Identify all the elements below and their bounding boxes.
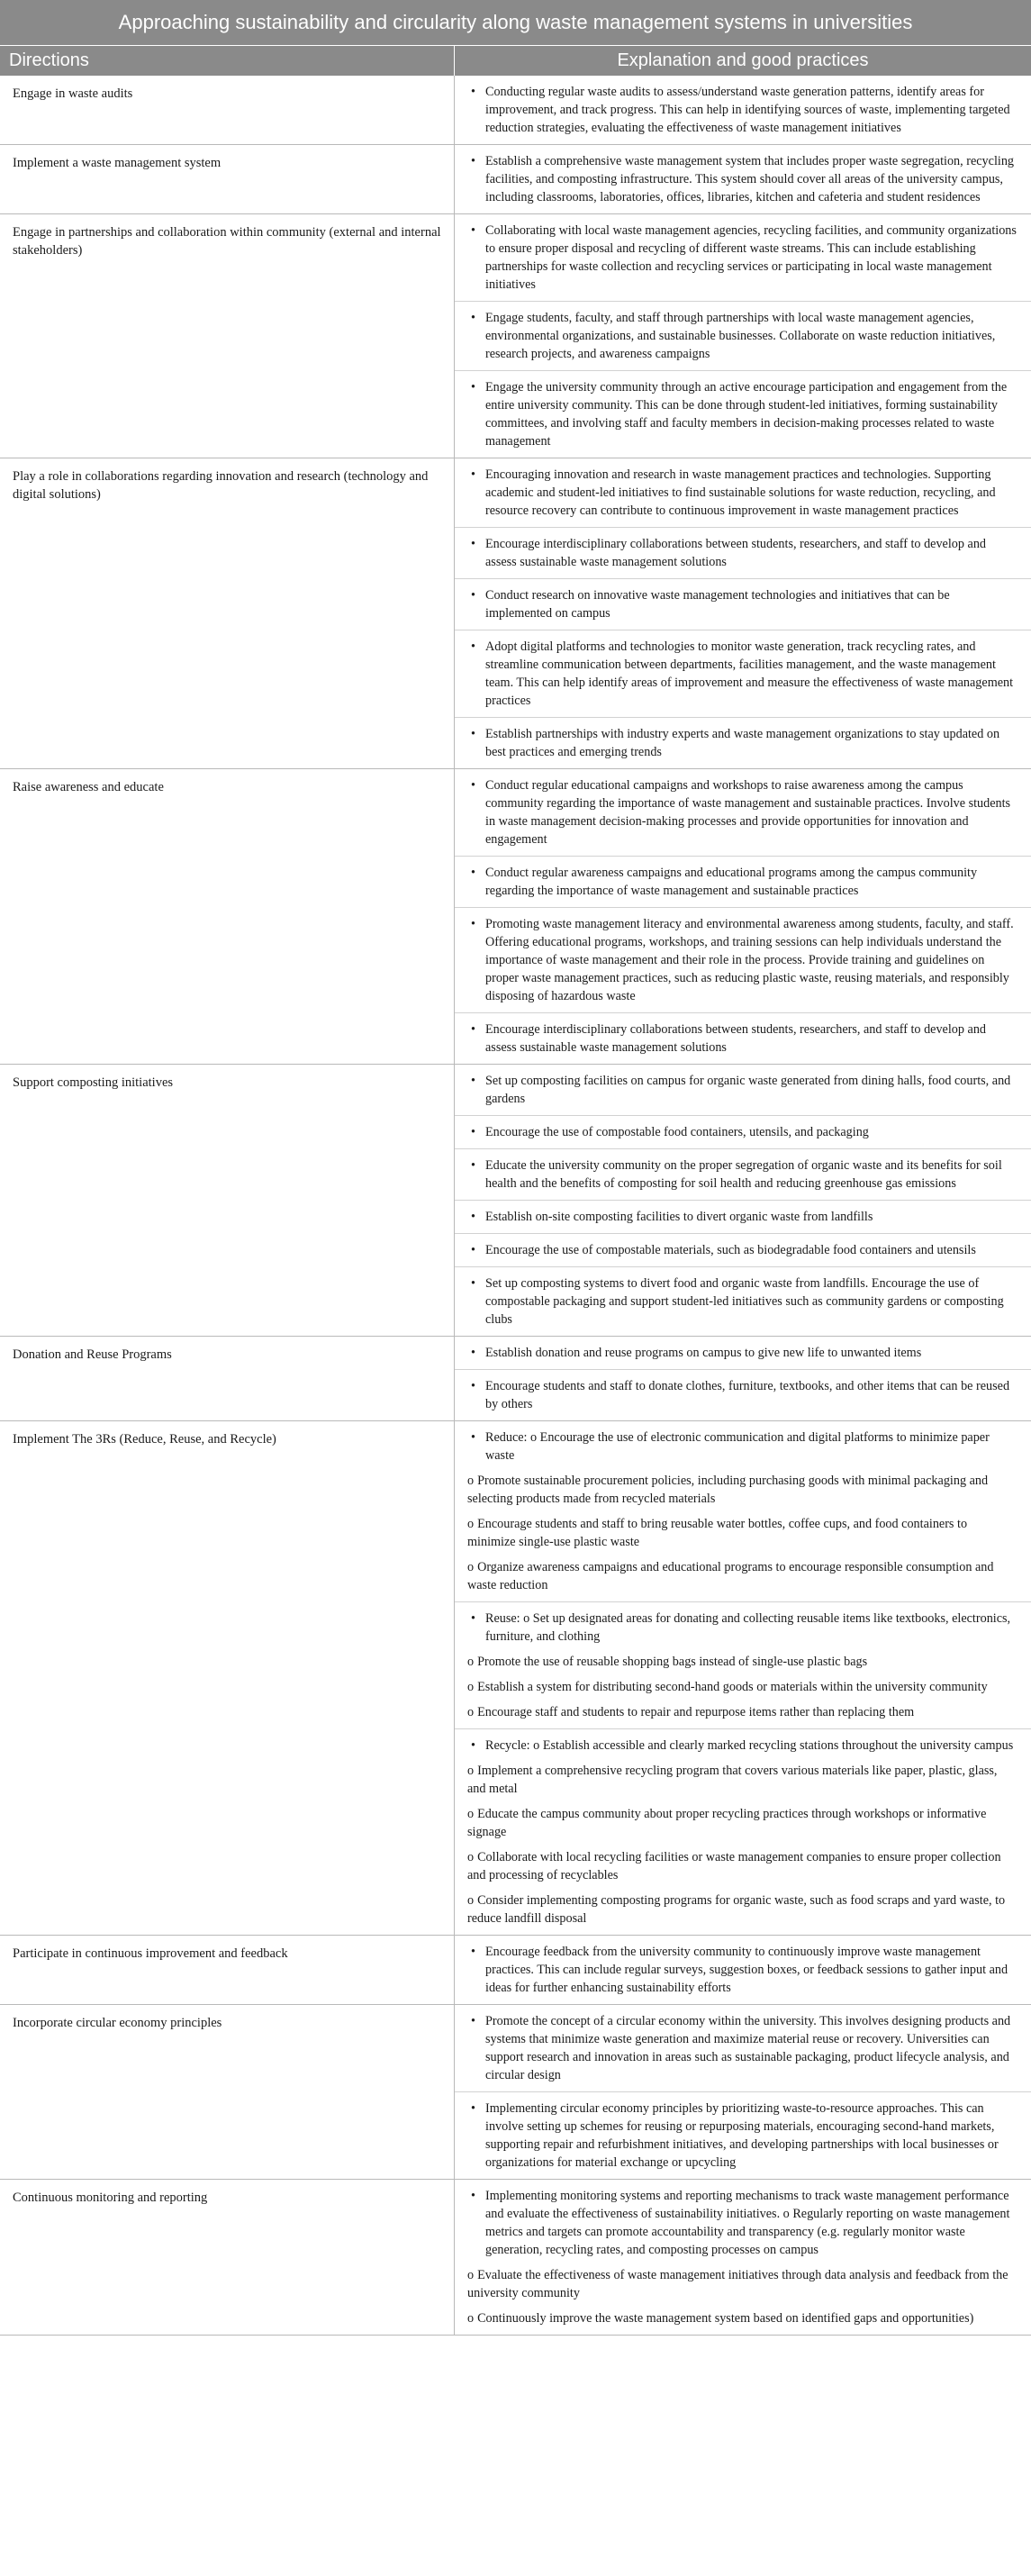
practice-text: Recycle: o Establish accessible and clearly marked recycling stations throughout the university campus: [485, 1738, 1014, 1753]
explanation-cell: [455, 1065, 1031, 1336]
table-body: [0, 76, 1031, 2336]
practice-text: Educate the university community on the proper segregation of organic waste and its benefits for soil health and the benefits of composting for soil health and reducing greenhouse gas emissions: [485, 1158, 1002, 1191]
bullet-marker: •: [471, 639, 475, 654]
practice-group: [455, 2180, 1031, 2335]
practice-text: Encourage interdisciplinary collaborations between students, researchers, and staff to develop and assess sustainable waste management solutions: [485, 1022, 987, 1055]
bullet-marker: •: [471, 2014, 475, 2028]
bullet-item: [467, 1274, 1018, 1329]
direction-cell: Engage in partnerships and collaboration within community (external and internal stakeholders): [0, 214, 455, 458]
direction-cell: Incorporate circular economy principles: [0, 2005, 455, 2179]
direction-cell: Donation and Reuse Programs: [0, 1337, 455, 1420]
practice-text: Conducting regular waste audits to assess/understand waste generation patterns, identify areas for improvement, and track progress. This can help in identifying sources of waste, implementing targeted reduction strategies, evaluating the effectiveness of waste management initiatives: [485, 85, 1010, 135]
table-row: [0, 769, 1031, 1065]
bullet-item: [467, 2100, 1018, 2172]
direction-cell: Support composting initiatives: [0, 1065, 455, 1336]
practice-text: Encourage staff and students to repair and repurpose items rather than replacing them: [477, 1705, 915, 1719]
bullet-item: [467, 1737, 1018, 1755]
bullet-marker: •: [471, 1074, 475, 1088]
sub-bullet-item: [467, 2266, 1018, 2302]
bullet-item: [467, 1377, 1018, 1413]
practice-group: [455, 214, 1031, 302]
bullet-marker: •: [471, 85, 475, 99]
bullet-item: [467, 535, 1018, 571]
bullet-marker: •: [471, 1210, 475, 1224]
practice-group: [455, 908, 1031, 1013]
practice-text: Organize awareness campaigns and educational programs to encourage responsible consumption and waste reduction: [467, 1560, 994, 1592]
direction-cell: Raise awareness and educate: [0, 769, 455, 1064]
practice-group: [455, 579, 1031, 630]
bullet-item: [467, 222, 1018, 294]
sub-bullet-item: [467, 1891, 1018, 1927]
header-explanation: Explanation and good practices: [617, 50, 869, 70]
practice-text: Adopt digital platforms and technologies to monitor waste generation, track recycling rates, and streamline communication between departments, facilities management, and the waste management team. This can help identify areas of improvement and measure the effectiveness of waste management practices: [485, 639, 1014, 708]
practice-group: [455, 145, 1031, 213]
practice-group: [455, 1149, 1031, 1201]
bullet-marker: •: [471, 866, 475, 880]
bullet-item: [467, 864, 1018, 900]
explanation-cell: [455, 2180, 1031, 2335]
practice-group: [455, 528, 1031, 579]
practice-text: Conduct regular educational campaigns and workshops to raise awareness among the campus community regarding the importance of waste management and sustainable practices. Involve students in waste management decision-making processes and provide opportunities for innovation and engagement: [485, 778, 1011, 847]
practice-group: [455, 1065, 1031, 1116]
practice-group: [455, 2005, 1031, 2092]
sub-bullet-marker: o: [467, 1474, 475, 1488]
practice-text: Collaborating with local waste management agencies, recycling facilities, and community organizations to ensure proper disposal and recycling of different waste streams. This can include establishing partnerships for waste collection and recycling services or participating in local waste management initiatives: [485, 223, 1017, 292]
bullet-marker: •: [471, 154, 475, 168]
bullet-marker: •: [471, 311, 475, 325]
sub-bullet-item: [467, 1848, 1018, 1884]
explanation-cell: [455, 1936, 1031, 2004]
practice-text: Engage the university community through an active encourage participation and engagement from the entire university community. This can be done through student-led initiatives, forming sustainability committees, and involving staff and faculty members in decision-making processes related to waste management: [485, 380, 1008, 449]
bullet-marker: •: [471, 2189, 475, 2203]
practice-text: Set up composting facilities on campus for organic waste generated from dining halls, food courts, and gardens: [485, 1074, 1011, 1106]
bullet-item: [467, 2187, 1018, 2259]
practice-text: Establish donation and reuse programs on campus to give new life to unwanted items: [485, 1346, 922, 1360]
bullet-marker: •: [471, 2101, 475, 2116]
table-row: [0, 1337, 1031, 1421]
sub-bullet-marker: o: [467, 2268, 475, 2282]
practice-text: Encourage students and staff to bring reusable water bottles, coffee cups, and food containers to minimize single-use plastic waste: [467, 1517, 968, 1549]
bullet-marker: •: [471, 1022, 475, 1037]
direction-cell: Continuous monitoring and reporting: [0, 2180, 455, 2335]
practice-text: Establish partnerships with industry experts and waste management organizations to stay updated on best practices and emerging trends: [485, 727, 1000, 759]
bullet-marker: •: [471, 380, 475, 395]
table-header-row: [0, 45, 1031, 76]
practice-group: [455, 1602, 1031, 1729]
sub-bullet-marker: o: [467, 1517, 475, 1531]
sub-bullet-marker: o: [467, 2311, 475, 2326]
practice-text: Implement a comprehensive recycling program that covers various materials like paper, plastic, glass, and metal: [467, 1764, 998, 1796]
direction-cell: Implement a waste management system: [0, 145, 455, 213]
practice-text: Engage students, faculty, and staff through partnerships with local waste management agencies, environmental organizations, and sustainable businesses. Collaborate on waste reduction initiatives, research projects, and awareness campaigns: [485, 311, 996, 361]
practice-text: Reduce: o Encourage the use of electronic communication and digital platforms to minimize paper waste: [485, 1430, 990, 1463]
bullet-item: [467, 1241, 1018, 1259]
sub-bullet-marker: o: [467, 1893, 475, 1908]
practice-text: Evaluate the effectiveness of waste management initiatives through data analysis and feedback from the university community: [467, 2268, 1008, 2300]
sub-bullet-marker: o: [467, 1705, 475, 1719]
bullet-item: [467, 309, 1018, 363]
bullet-marker: •: [471, 1125, 475, 1139]
direction-cell: Participate in continuous improvement and feedback: [0, 1936, 455, 2004]
practice-group: [455, 1337, 1031, 1370]
bullet-item: [467, 1344, 1018, 1362]
practice-group: [455, 1116, 1031, 1149]
practice-group: [455, 1234, 1031, 1267]
table-row: [0, 145, 1031, 214]
practice-group: [455, 1201, 1031, 1234]
practice-text: Reuse: o Set up designated areas for donating and collecting reusable items like textbooks, electronics, furniture, and clothing: [485, 1611, 1011, 1644]
practice-group: [455, 769, 1031, 857]
bullet-item: [467, 1072, 1018, 1108]
practice-group: [455, 2092, 1031, 2179]
explanation-cell: [455, 2005, 1031, 2179]
practice-text: Establish on-site composting facilities to divert organic waste from landfills: [485, 1210, 873, 1224]
practice-group: [455, 1370, 1031, 1420]
table-row: [0, 2180, 1031, 2336]
direction-cell: Play a role in collaborations regarding innovation and research (technology and digital solutions): [0, 458, 455, 768]
bullet-marker: •: [471, 1430, 475, 1445]
practice-text: Implementing circular economy principles by prioritizing waste-to-resource approaches. This can involve setting up schemes for reusing or repurposing materials, encouraging second-hand markets, supporting repair and refurbishment initiatives, and developing partnerships with local businesses or organizations for material exchange or upcycling: [485, 2101, 999, 2170]
practice-text: Promote the concept of a circular economy within the university. This involves designing products and systems that minimize waste generation and maximize material reuse or recovery. Universities can support research and innovation in areas such as sustainable packaging, product lifecycle analysis, and circular design: [485, 2014, 1011, 2082]
sub-bullet-marker: o: [467, 1850, 475, 1864]
bullet-item: [467, 725, 1018, 761]
bullet-item: [467, 83, 1018, 137]
sub-bullet-marker: o: [467, 1655, 475, 1669]
sub-bullet-item: [467, 1703, 1018, 1721]
practice-text: Set up composting systems to divert food and organic waste from landfills. Encourage the use of compostable packaging and support student-led initiatives such as community gardens or composting clubs: [485, 1276, 1004, 1327]
direction-cell: Engage in waste audits: [0, 76, 455, 144]
practice-group: [455, 1936, 1031, 2004]
practice-text: Establish a comprehensive waste management system that includes proper waste segregation, recycling facilities, and composting infrastructure. This system should cover all areas of the university campus, including classrooms, laboratories, offices, libraries, kitchen and cafeteria and student residences: [485, 154, 1015, 204]
practice-group: [455, 718, 1031, 768]
explanation-cell: [455, 1421, 1031, 1935]
sub-bullet-item: [467, 1653, 1018, 1671]
bullet-item: [467, 378, 1018, 450]
bullet-marker: •: [471, 917, 475, 931]
bullet-item: [467, 1020, 1018, 1057]
bullet-marker: •: [471, 778, 475, 793]
sub-bullet-item: [467, 1515, 1018, 1551]
table-row: [0, 2005, 1031, 2180]
practice-text: Collaborate with local recycling facilities or waste management companies to ensure proper collection and processing of recyclables: [467, 1850, 1001, 1882]
bullet-item: [467, 152, 1018, 206]
practice-text: Encourage students and staff to donate clothes, furniture, textbooks, and other items that can be reused by others: [485, 1379, 1010, 1411]
header-directions: Directions: [0, 46, 455, 76]
practice-group: [455, 630, 1031, 718]
sub-bullet-marker: o: [467, 1764, 475, 1778]
practice-text: Encourage feedback from the university community to continuously improve waste management practices. This can include regular surveys, suggestion boxes, or feedback sessions to gather input and ideas for further enhancing sustainability efforts: [485, 1945, 1008, 1995]
sub-bullet-item: [467, 1762, 1018, 1798]
sub-bullet-marker: o: [467, 1680, 475, 1694]
bullet-marker: •: [471, 1158, 475, 1173]
bullet-marker: •: [471, 1611, 475, 1626]
practice-text: Promote the use of reusable shopping bags instead of single-use plastic bags: [477, 1655, 868, 1669]
table-row: [0, 76, 1031, 145]
bullet-marker: •: [471, 537, 475, 551]
practice-group: [455, 1729, 1031, 1935]
practice-text: Establish a system for distributing second-hand goods or materials within the university community: [477, 1680, 988, 1694]
practice-text: Encouraging innovation and research in waste management practices and technologies. Supporting academic and student-led initiatives to find sustainable solutions for waste reduction, recycling, and resource recovery can contribute to continuous improvement in waste management practices: [485, 467, 996, 518]
practice-group: [455, 371, 1031, 458]
bullet-item: [467, 586, 1018, 622]
bullet-item: [467, 1610, 1018, 1646]
bullet-marker: •: [471, 727, 475, 741]
bullet-item: [467, 776, 1018, 848]
explanation-cell: [455, 214, 1031, 458]
sub-bullet-item: [467, 1805, 1018, 1841]
practice-group: [455, 458, 1031, 528]
bullet-item: [467, 1156, 1018, 1193]
bullet-marker: •: [471, 467, 475, 482]
sub-bullet-marker: o: [467, 1807, 475, 1821]
practice-text: Promoting waste management literacy and environmental awareness among students, faculty, and staff. Offering educational programs, workshops, and training sessions can help individuals understand the importance of waste management and their role in the process. Provide training and guidelines on proper waste management practices, such as reducing plastic waste, reusing materials, and responsibly disposing of hazardous waste: [485, 917, 1014, 1003]
practice-group: [455, 76, 1031, 144]
practice-text: Encourage the use of compostable materials, such as biodegradable food containers and utensils: [485, 1243, 976, 1257]
bullet-item: [467, 1123, 1018, 1141]
explanation-cell: [455, 458, 1031, 768]
sub-bullet-item: [467, 2309, 1018, 2327]
bullet-marker: •: [471, 1346, 475, 1360]
bullet-item: [467, 915, 1018, 1005]
explanation-cell: [455, 76, 1031, 144]
bullet-item: [467, 2012, 1018, 2084]
practice-text: Promote sustainable procurement policies, including purchasing goods with minimal packaging and selecting products made from recycled materials: [467, 1474, 989, 1506]
practice-text: Educate the campus community about proper recycling practices through workshops or informative signage: [467, 1807, 987, 1839]
bullet-marker: •: [471, 223, 475, 238]
practice-group: [455, 857, 1031, 908]
practice-text: Encourage interdisciplinary collaborations between students, researchers, and staff to develop and assess sustainable waste management solutions: [485, 537, 987, 569]
bullet-marker: •: [471, 1379, 475, 1393]
practice-group: [455, 1421, 1031, 1602]
bullet-item: [467, 1943, 1018, 1997]
table-row: [0, 1421, 1031, 1936]
practice-group: [455, 302, 1031, 371]
practice-text: Continuously improve the waste management system based on identified gaps and opportunities): [477, 2311, 974, 2326]
direction-cell: Implement The 3Rs (Reduce, Reuse, and Recycle): [0, 1421, 455, 1935]
table-row: [0, 458, 1031, 769]
practice-text: Implementing monitoring systems and reporting mechanisms to track waste management performance and evaluate the effectiveness of sustainability initiatives. o Regularly reporting on waste management metrics and targets can promote accountability and transparency (e.g. regularly monitor waste generation, recycling rates, and composting processes on campus: [485, 2189, 1010, 2257]
sub-bullet-item: [467, 1558, 1018, 1594]
practice-text: Encourage the use of compostable food containers, utensils, and packaging: [485, 1125, 869, 1139]
practice-group: [455, 1013, 1031, 1064]
practice-text: Conduct regular awareness campaigns and educational programs among the campus community regarding the importance of waste management and sustainable practices: [485, 866, 978, 898]
table-row: [0, 1065, 1031, 1337]
bullet-item: [467, 1208, 1018, 1226]
bullet-item: [467, 1429, 1018, 1465]
bullet-item: [467, 638, 1018, 710]
bullet-marker: •: [471, 1945, 475, 1959]
bullet-marker: •: [471, 1243, 475, 1257]
table-row: [0, 1936, 1031, 2005]
sub-bullet-item: [467, 1678, 1018, 1696]
bullet-item: [467, 466, 1018, 520]
sub-bullet-marker: o: [467, 1560, 475, 1574]
practice-text: Conduct research on innovative waste management technologies and initiatives that can be implemented on campus: [485, 588, 950, 621]
sub-bullet-item: [467, 1472, 1018, 1508]
bullet-marker: •: [471, 1738, 475, 1753]
explanation-cell: [455, 769, 1031, 1064]
bullet-marker: •: [471, 588, 475, 603]
practice-text: Consider implementing composting programs for organic waste, such as food scraps and yard waste, to reduce landfill disposal: [467, 1893, 1006, 1926]
bullet-marker: •: [471, 1276, 475, 1291]
explanation-cell: [455, 1337, 1031, 1420]
table-title: Approaching sustainability and circularity along waste management systems in universities: [0, 0, 1031, 45]
explanation-cell: [455, 145, 1031, 213]
practice-group: [455, 1267, 1031, 1336]
table-row: [0, 214, 1031, 458]
